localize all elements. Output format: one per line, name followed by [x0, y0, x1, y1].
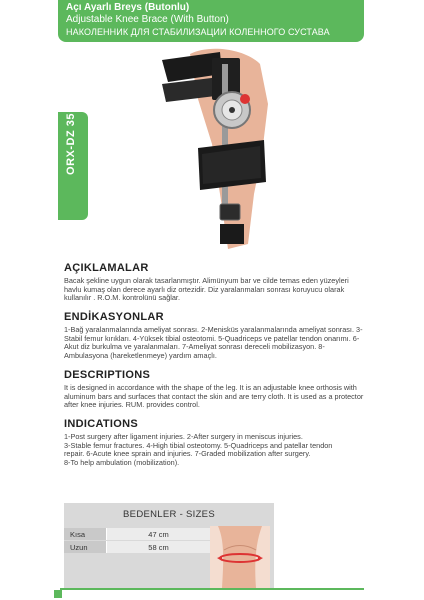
- size-chart-title: BEDENLER - SIZES: [123, 509, 215, 520]
- description-tr-section: [64, 262, 364, 303]
- section-heading: INDICATIONS: [64, 418, 138, 430]
- size-value: 58 cm: [106, 541, 210, 553]
- title-english: Adjustable Knee Brace (With Button): [66, 14, 229, 25]
- section-text: [64, 433, 364, 467]
- footer-divider: [60, 588, 364, 590]
- title-turkish: Açı Ayarlı Breys (Butonlu): [66, 2, 190, 13]
- indications-en-section: [64, 418, 364, 467]
- section-heading: AÇIKLAMALAR: [64, 262, 149, 274]
- model-code: ORX-DZ 35: [65, 113, 77, 175]
- knee-brace-product-image: [150, 44, 290, 254]
- indication-line: 1-Post surgery after ligament injuries. 2-After surgery in meniscus injuries.: [64, 432, 303, 441]
- size-row: [64, 541, 210, 553]
- indication-line: 3-Stable femur fractures. 4-High tibial osteotomy. 5-Quadriceps and patellar tendon: [64, 440, 333, 450]
- section-heading: DESCRIPTIONS: [64, 369, 151, 381]
- size-value: 47 cm: [106, 528, 210, 540]
- indications-tr-section: [64, 311, 364, 360]
- indication-line: repair. 6-Acute knee sprain and injuries. 7-Graded mobilization after surgery.: [64, 449, 311, 459]
- description-en-section: [64, 369, 364, 410]
- knee-measurement-illustration: [210, 526, 270, 588]
- size-label: Kısa: [64, 528, 106, 540]
- section-text: It is designed in accordance with the shape of the leg. It is an adjustable knee orthosis with aluminum bars and surfaces that contact the skin and are terry cloth. It is used as a protector after knee injuries. RUM. provides control.: [64, 383, 364, 410]
- product-title-banner: [58, 0, 364, 42]
- size-label: Uzun: [64, 541, 106, 553]
- indication-line: 8-To help ambulation (mobilization).: [64, 457, 180, 467]
- section-heading: ENDİKASYONLAR: [64, 311, 164, 323]
- page-corner-mark: [54, 590, 62, 598]
- title-russian: НАКОЛЕННИК ДЛЯ СТАБИЛИЗАЦИИ КОЛЕННОГО СУСТАВА: [66, 27, 330, 37]
- section-text: Bacak şekline uygun olarak tasarlanmıştır. Alimünyum bar ve cilde temas eden yüzeyleri havlu kumaş olan derece ayarlı diz ortezidir. Diz yaralanmaları sonrası koruyucu olarak kullanılır . R.O.M. kontrolünü sağlar.: [64, 276, 349, 303]
- section-text: 1-Bağ yaralanmalarında ameliyat sonrası. 2-Menisküs yaralanmalarında ameliyat sonrası. 3-Stabil femur kırıkları. 4-Yüksek tibial osteotomi. 5-Quadriceps ve patellar tendon onarımı. 6-Akut diz burkulma ve yaralanmaları. 7-Ameliyat sonrası dereceli mobilizasyon. 8-Ambulasyona (hareketlenmeye) yardım amaçlı.: [64, 325, 363, 360]
- size-row: [64, 528, 210, 540]
